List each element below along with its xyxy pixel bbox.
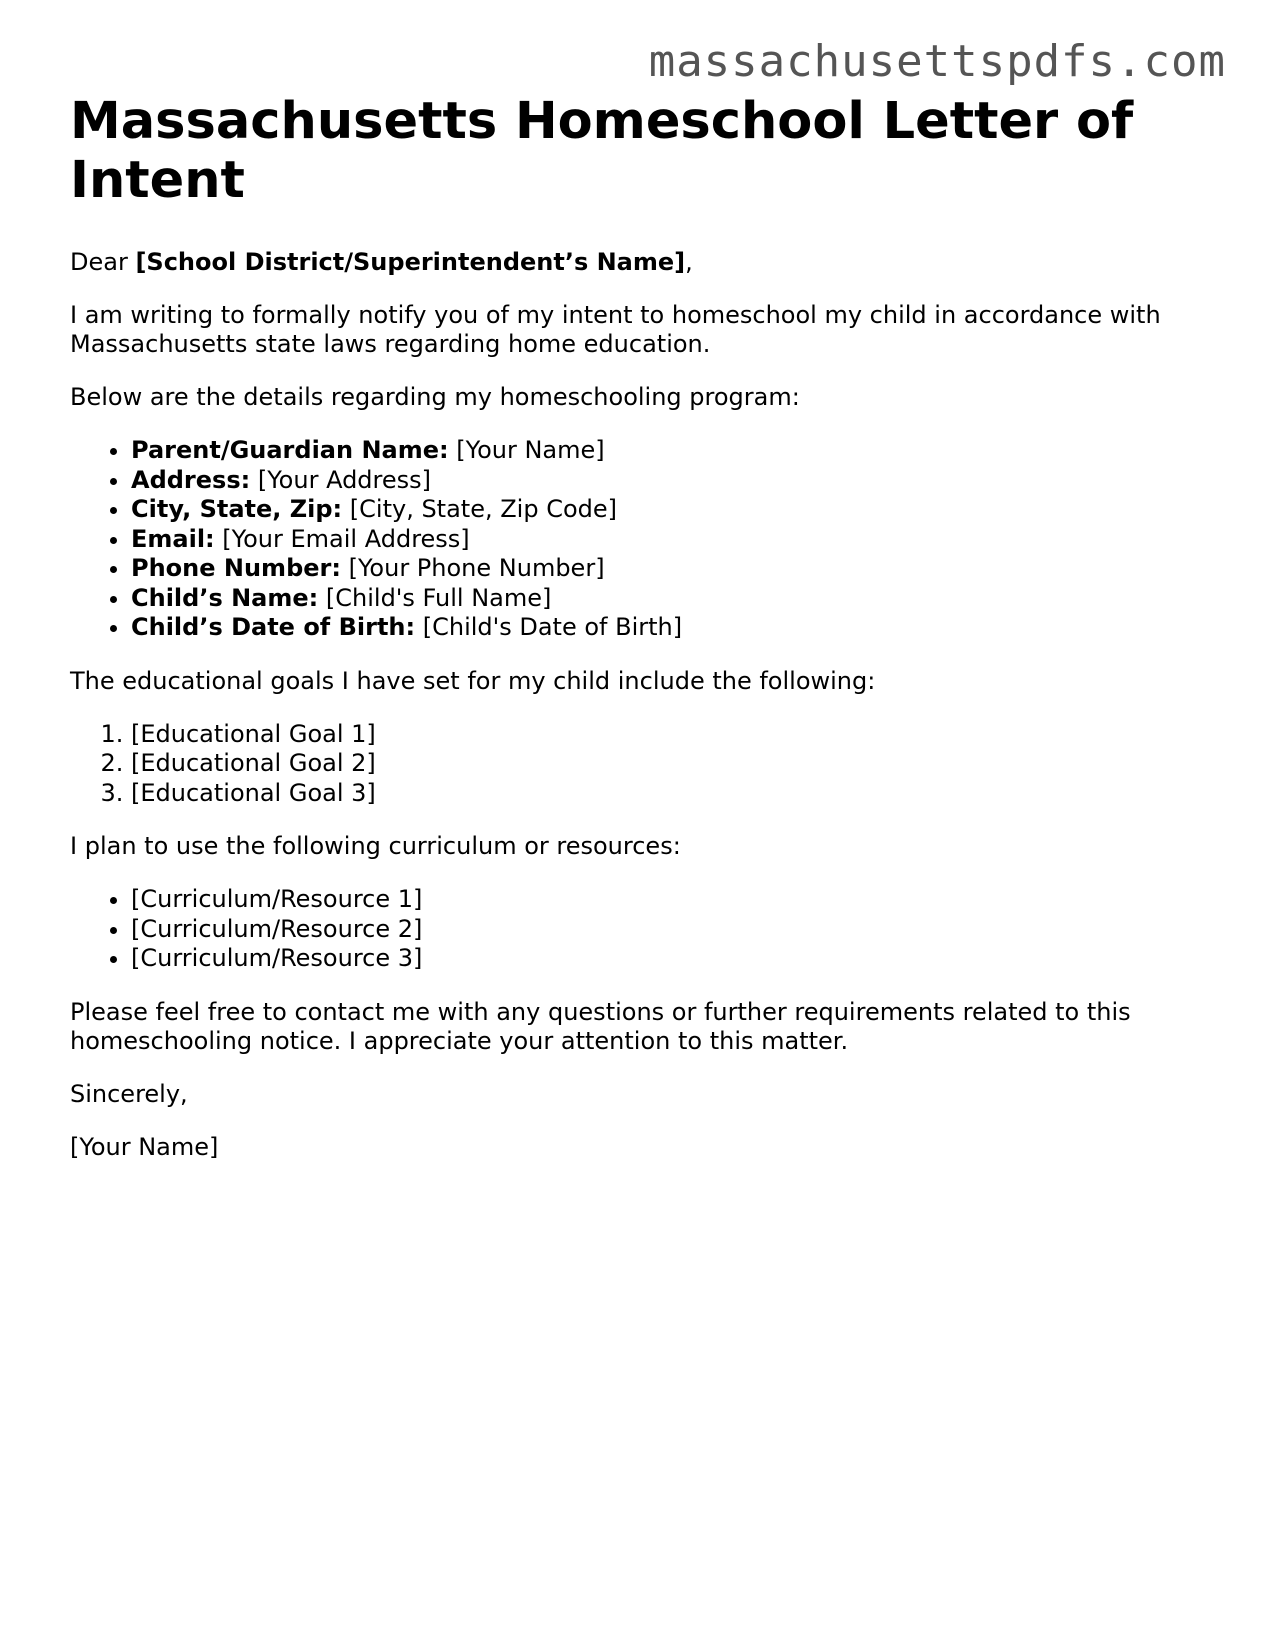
list-item [131,613,1220,643]
detail-value: [Child's Date of Birth] [415,613,683,641]
closing-paragraph: Please feel free to contact me with any questions or further requirements related to this homeschooling notice. I appreciate your attention to this matter. [70,997,1131,1055]
detail-value: [City, State, Zip Code] [342,495,618,523]
list-item [131,525,1220,555]
detail-value: [Your Email Address] [214,524,470,553]
watermark: massachusettspdfs.com [648,36,1226,87]
page-title: Massachusetts Homeschool Letter of Intent [70,92,1134,210]
detail-value: [Your Address] [250,465,432,494]
list-item [131,584,1220,614]
detail-value: [Your Name] [448,436,605,464]
letter [70,92,1220,1162]
detail-label: Email: [131,524,215,553]
goals-list [70,720,1220,809]
salutation-recipient: [School District/Superintendent’s Name] [135,248,686,276]
salutation-prefix: Dear [70,248,136,276]
salutation [70,248,1220,277]
intro-paragraph: I am writing to formally notify you of my intent to homeschool my child in accordance with Massachusetts state laws regarding home education. [70,301,1161,358]
list-item: • [Curriculum/Resource 1] [131,885,1220,915]
detail-value: [Child's Full Name] [318,583,552,612]
list-item: 3. [Educational Goal 3] [131,779,1220,809]
list-item [131,495,1220,525]
list-item [131,554,1220,584]
details-list [70,436,1220,643]
list-item [131,436,1220,466]
list-item [131,466,1220,496]
detail-label: Address: [131,465,251,494]
list-item: • [Curriculum/Resource 2] [131,915,1220,945]
salutation-suffix: , [685,248,693,276]
curriculum-intro: I plan to use the following curriculum or resources: [70,832,681,860]
detail-label: Child’s Date of Birth: [131,613,416,641]
signature: [Your Name] [70,1132,219,1161]
detail-label: Child’s Name: [131,583,319,612]
sign-off: Sincerely, [70,1079,188,1108]
detail-label: Phone Number: [131,554,341,582]
detail-value: [Your Phone Number] [340,554,605,582]
details-intro: Below are the details regarding my homeschooling program: [70,383,800,411]
curriculum-list [70,885,1220,974]
list-item: 2. [Educational Goal 2] [131,749,1220,779]
detail-label: City, State, Zip: [131,495,343,523]
list-item: 1. [Educational Goal 1] [131,720,1220,750]
detail-label: Parent/Guardian Name: [131,436,449,464]
goals-intro: The educational goals I have set for my child include the following: [70,666,876,695]
list-item: • [Curriculum/Resource 3] [131,944,1220,974]
